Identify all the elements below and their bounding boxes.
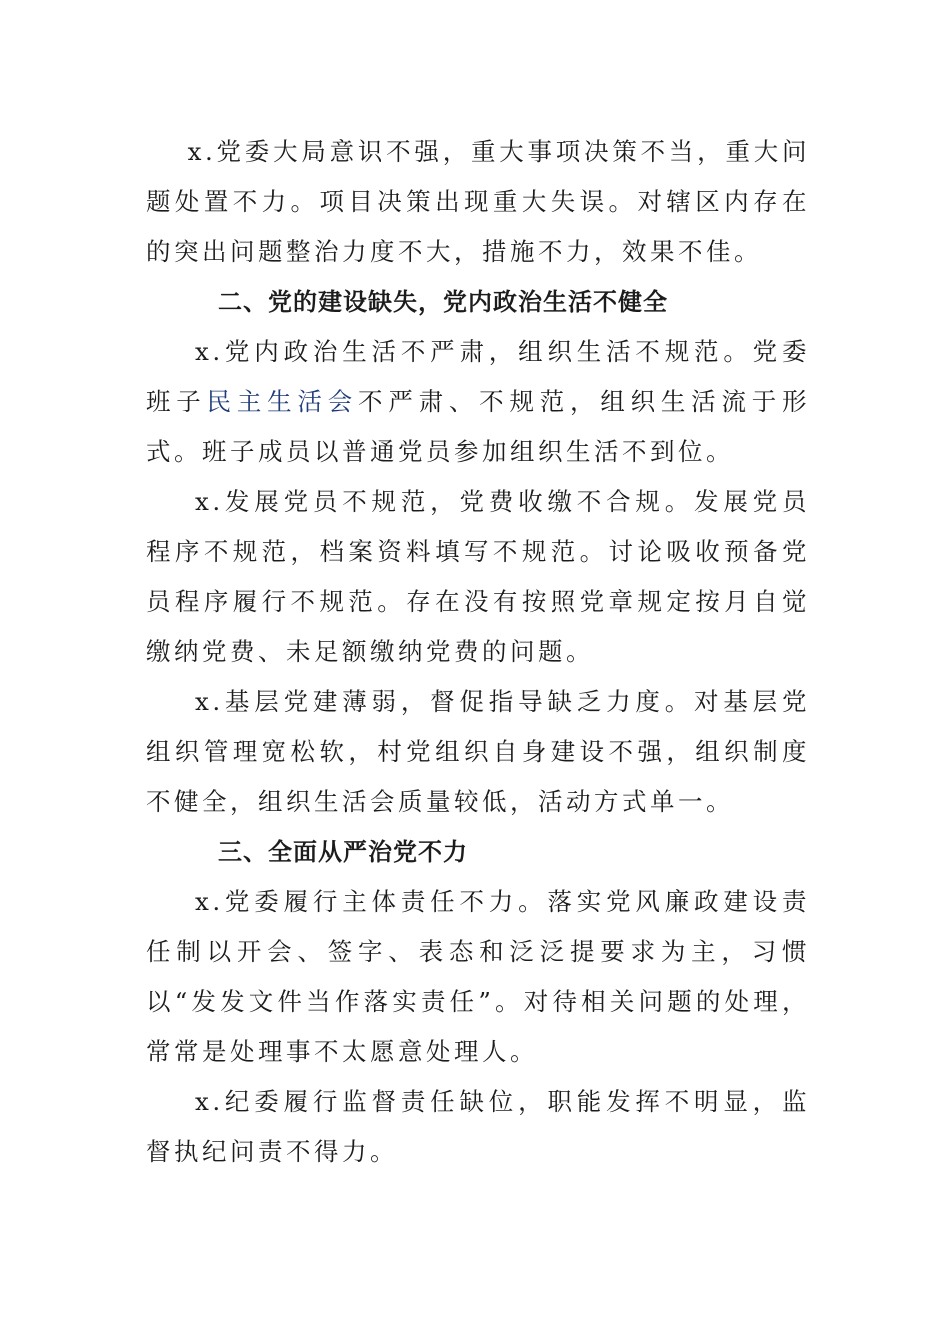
paragraph-political-life-suffix: 不严肃、不规范，组织生活流于形式。班子成员以普通党员参加组织生活不到位。: [146, 387, 811, 466]
paragraph-major-decisions: x.党委大局意识不强，重大事项决策不当，重大问题处置不力。项目决策出现重大失误。对辖区内存在的突出问题整治力度不大，措施不力，效果不佳。: [146, 137, 810, 266]
section-heading-party-building: 二、党的建设缺失，党内政治生活不健全: [218, 288, 668, 316]
paragraph-political-life-prefix: 子: [176, 387, 207, 416]
democratic-life-meeting-link[interactable]: 民主生活会: [206, 387, 359, 416]
paragraph-political-life: [146, 327, 810, 477]
paragraph-member-development: x.发展党员不规范，党费收缴不合规。发展党员程序不规范，档案资料填写不规范。讨论吸收预备党员程序履行不规范。存在没有按照党章规定按月自觉缴纳党费、未足额缴纳党费的问题。: [146, 487, 810, 666]
section-heading-strict-governance: 三、全面从严治党不力: [218, 838, 468, 866]
document-content: [146, 127, 810, 1177]
paragraph-main-responsibility: x.党委履行主体责任不力。落实党风廉政建设责任制以开会、签字、表态和泛泛提要求为主，习惯以“发发文件当作落实责任”。对待相关问题的处理，常常是处理事不太愿意处理人。: [146, 887, 810, 1066]
paragraph-political-life-head: x.党内政治生活不严肃，组织生活不规范。党委班: [146, 337, 810, 416]
paragraph-supervision: x.纪委履行监督责任缺位，职能发挥不明显，监督执纪问责不得力。: [146, 1087, 810, 1166]
paragraph-grassroots: x.基层党建薄弱，督促指导缺乏力度。对基层党组织管理宽松软，村党组织自身建设不强，组织制度不健全，组织生活会质量较低，活动方式单一。: [146, 687, 810, 816]
